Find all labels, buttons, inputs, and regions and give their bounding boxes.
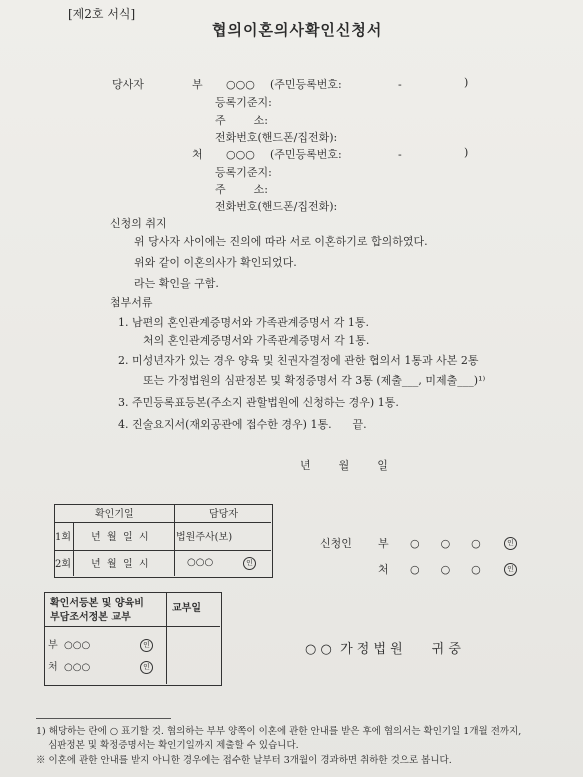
attachment-item: 4. 진술요지서(재외공관에 접수한 경우) 1통. 끝.	[118, 418, 367, 431]
wife-role: 처	[192, 148, 203, 161]
delivery-wife: 처 ○○○	[48, 662, 91, 673]
attachment-item: 처의 혼인관계증명서와 가족관계증명서 각 1통.	[143, 334, 370, 347]
seal-icon: 인	[504, 562, 517, 576]
confirm-header-staff: 담당자	[209, 509, 238, 520]
wife-rrn-dash: -	[398, 148, 402, 161]
document-title: 협의이혼의사확인신청서	[212, 21, 383, 39]
wife-reg-base: 등록기준지:	[215, 166, 272, 179]
footnote: ※ 이혼에 관한 안내를 받지 아니한 경우에는 접수한 날부터 3개월이 경과하면 취하한 것으로 봅니다.	[36, 755, 452, 766]
date-line: 년 월 일	[300, 459, 388, 472]
applicant-label: 신청인	[320, 537, 352, 550]
court-addressee: ○ ○ 가 정 법 원 귀 중	[305, 642, 461, 657]
confirm-row-date: 년 월 일 시	[91, 559, 149, 570]
delivery-husband: 부 ○○○	[48, 640, 91, 651]
husband-reg-base: 등록기준지:	[215, 96, 272, 109]
husband-role: 부	[192, 78, 203, 91]
purpose-line: 위와 같이 이혼의사가 확인되었다.	[134, 256, 297, 269]
husband-name: ○○○	[226, 78, 255, 91]
applicant-husband-role: 부	[378, 537, 389, 550]
seal-icon: 인	[140, 638, 153, 652]
applicant-husband-name: ○ ○ ○	[410, 537, 481, 550]
form-number: [제2호 서식]	[68, 7, 136, 21]
attachment-item: 2. 미성년자가 있는 경우 양육 및 친권자결정에 관한 협의서 1통과 사본 2통	[118, 354, 479, 367]
attachment-item: 3. 주민등록표등본(주소지 관할법원에 신청하는 경우) 1통.	[118, 396, 399, 409]
seal-icon: 인	[140, 660, 153, 674]
husband-rrn-label: (주민등록번호:	[270, 78, 342, 91]
footnote: 1) 해당하는 란에 ○ 표기할 것. 협의하는 부부 양쪽이 이혼에 관한 안내를 받은 후에 협의서는 확인기일 1개월 전까지,	[36, 726, 522, 737]
confirm-table	[54, 504, 273, 578]
wife-name: ○○○	[226, 148, 255, 161]
parties-label: 당사자	[112, 78, 144, 91]
attachments-heading: 첨부서류	[110, 296, 153, 309]
attachment-item: 또는 가정법원의 심판정본 및 확정증명서 각 3통 (제출___, 미제출___)¹⁾	[143, 374, 486, 387]
applicant-wife-role: 처	[378, 563, 389, 576]
delivery-header: 부담조서정본 교부	[50, 612, 131, 623]
attachment-item: 1. 남편의 혼인관계증명서와 가족관계증명서 각 1통.	[118, 316, 369, 329]
confirm-row-date: 년 월 일 시	[91, 532, 149, 543]
seal-icon: 인	[504, 536, 517, 550]
confirm-header-date: 확인기일	[95, 509, 134, 520]
husband-rrn-dash: -	[398, 78, 402, 91]
delivery-date-header: 교부일	[172, 603, 201, 614]
confirm-row-staff: ○○○	[187, 557, 214, 568]
delivery-table	[44, 592, 222, 686]
wife-rrn-close: )	[464, 146, 469, 159]
confirm-row-label: 2회	[55, 559, 72, 570]
footnote: 심판정본 및 확정증명서는 확인기일까지 제출할 수 있습니다.	[36, 740, 299, 751]
delivery-header: 확인서등본 및 양육비	[50, 598, 144, 609]
wife-address: 주 소:	[215, 183, 268, 196]
purpose-line: 위 당사자 사이에는 진의에 따라 서로 이혼하기로 합의하였다.	[134, 235, 428, 248]
husband-address: 주 소:	[215, 114, 268, 127]
footnote-divider	[36, 718, 171, 719]
wife-rrn-label: (주민등록번호:	[270, 148, 342, 161]
purpose-line: 라는 확인을 구함.	[134, 277, 219, 290]
seal-icon: 인	[243, 556, 256, 570]
husband-phone: 전화번호(핸드폰/집전화):	[215, 131, 338, 144]
wife-phone: 전화번호(핸드폰/집전화):	[215, 200, 338, 213]
husband-rrn-close: )	[464, 76, 469, 89]
confirm-row-label: 1회	[55, 532, 72, 543]
purpose-heading: 신청의 취지	[110, 217, 167, 230]
confirm-row-staff: 법원주사(보)	[176, 532, 233, 543]
applicant-wife-name: ○ ○ ○	[410, 563, 481, 576]
